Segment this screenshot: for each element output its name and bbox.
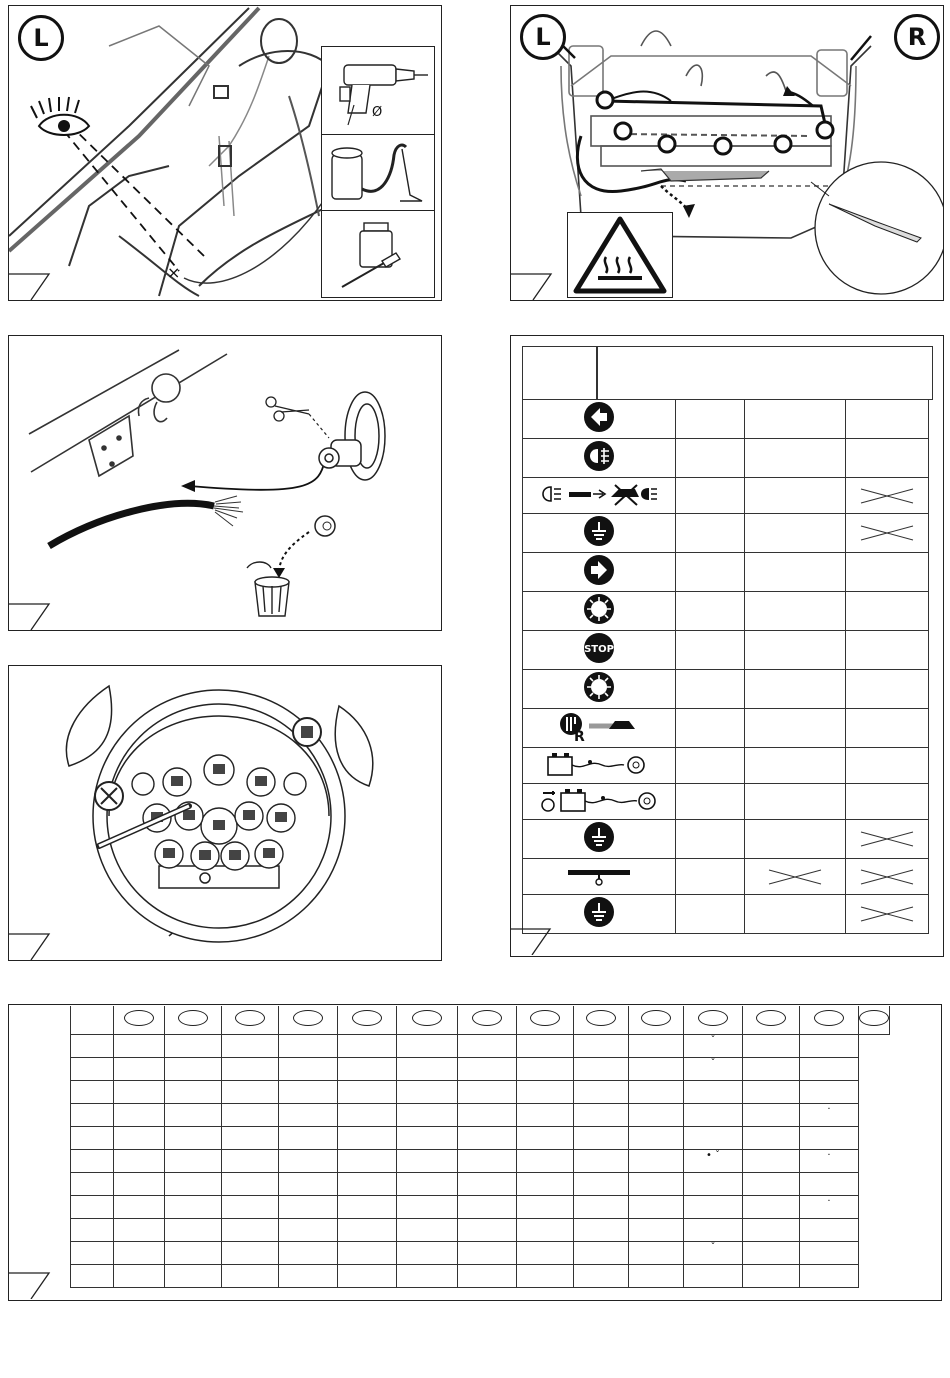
ground-icon xyxy=(523,514,676,553)
grid-cell xyxy=(743,1058,800,1081)
grid-cell xyxy=(222,1265,279,1288)
grid-header-cell xyxy=(165,1006,222,1035)
tail-light-right-icon xyxy=(523,670,676,709)
grid-cell xyxy=(222,1035,279,1058)
hot-surface-warning-box xyxy=(567,212,673,298)
function-row xyxy=(523,478,929,514)
grid-row xyxy=(71,1150,890,1173)
function-row xyxy=(523,514,929,553)
battery-permanent-icon xyxy=(523,748,676,784)
function-cell xyxy=(846,784,929,820)
grid-cell xyxy=(114,1035,165,1058)
grid-cell xyxy=(684,1127,743,1150)
scissors-icon xyxy=(266,397,309,421)
grid-cell xyxy=(629,1058,684,1081)
grid-cell xyxy=(222,1127,279,1150)
drill-diameter-symbol: Ø xyxy=(372,105,383,120)
grid-cell xyxy=(71,1127,114,1150)
grid-cell xyxy=(684,1173,743,1196)
grid-cell xyxy=(338,1196,397,1219)
grid-cell xyxy=(165,1242,222,1265)
socket-pin-face-icon xyxy=(9,666,441,960)
grid-cell xyxy=(458,1196,517,1219)
pin-number-oval xyxy=(178,1010,208,1026)
function-cell xyxy=(676,631,745,670)
grid-cell xyxy=(222,1173,279,1196)
grid-cell xyxy=(338,1127,397,1150)
function-row xyxy=(523,895,929,934)
not-applicable-cross xyxy=(745,859,846,895)
grid-cell xyxy=(338,1081,397,1104)
grid-cell xyxy=(222,1150,279,1173)
grid-cell xyxy=(279,1058,338,1081)
grid-cell: ˇ xyxy=(684,1058,743,1081)
grid-cell xyxy=(458,1127,517,1150)
grid-header-cell xyxy=(684,1006,743,1035)
grid-cell xyxy=(574,1035,629,1058)
grid-cell xyxy=(629,1104,684,1127)
trailer-sensor-icon xyxy=(523,859,676,895)
grid-cell xyxy=(574,1058,629,1081)
function-cell xyxy=(846,592,929,631)
grid-cell xyxy=(517,1104,574,1127)
rear-fog-light-icon xyxy=(523,439,676,478)
grid-cell xyxy=(458,1058,517,1081)
grid-cell xyxy=(165,1219,222,1242)
grid-cell xyxy=(114,1104,165,1127)
grid-cell xyxy=(629,1081,684,1104)
grid-row xyxy=(71,1219,890,1242)
pin-number-oval xyxy=(352,1010,382,1026)
grid-header-row xyxy=(71,1006,890,1035)
hot-surface-warning-icon xyxy=(568,213,672,297)
grid-cell xyxy=(397,1242,458,1265)
function-table xyxy=(522,399,929,934)
grid-cell xyxy=(165,1173,222,1196)
grid-cell xyxy=(684,1219,743,1242)
function-cell xyxy=(745,895,846,934)
grid-cell xyxy=(397,1196,458,1219)
corner-tab xyxy=(510,925,560,955)
grid-cell xyxy=(629,1196,684,1219)
pin-number-oval xyxy=(472,1010,502,1026)
pin-number-oval xyxy=(641,1010,671,1026)
grid-cell xyxy=(279,1265,338,1288)
function-cell xyxy=(846,631,929,670)
grid-header-cell xyxy=(71,1006,114,1035)
grid-cell xyxy=(458,1035,517,1058)
step4-panel xyxy=(8,665,442,961)
pin-number-oval xyxy=(293,1010,323,1026)
grid-cell xyxy=(71,1219,114,1242)
function-cell xyxy=(745,631,846,670)
grid-cell xyxy=(517,1035,574,1058)
grid-cell xyxy=(338,1265,397,1288)
grid-cell xyxy=(800,1219,859,1242)
grid-cell xyxy=(222,1058,279,1081)
grid-header-cell xyxy=(458,1006,517,1035)
function-row xyxy=(523,820,929,859)
grid-cell xyxy=(114,1265,165,1288)
not-applicable-cross xyxy=(846,859,929,895)
grid-cell xyxy=(458,1150,517,1173)
grid-cell xyxy=(800,1081,859,1104)
grid-cell xyxy=(800,1173,859,1196)
grid-cell xyxy=(279,1196,338,1219)
tail-light-icon xyxy=(523,592,676,631)
grid-row xyxy=(71,1058,890,1081)
grid-header-cell xyxy=(222,1006,279,1035)
grid-cell xyxy=(71,1265,114,1288)
grid-cell xyxy=(629,1219,684,1242)
grid-cell xyxy=(165,1081,222,1104)
grid-row xyxy=(71,1196,890,1219)
grid-cell xyxy=(165,1265,222,1288)
grid-cell xyxy=(517,1127,574,1150)
drill-icon xyxy=(322,47,434,135)
grid-cell xyxy=(71,1150,114,1173)
grid-cell xyxy=(279,1104,338,1127)
grid-header-cell xyxy=(279,1006,338,1035)
function-cell xyxy=(676,748,745,784)
paint-bottle-icon xyxy=(322,211,434,297)
grid-cell xyxy=(458,1242,517,1265)
grid-header-cell xyxy=(338,1006,397,1035)
grid-cell xyxy=(71,1104,114,1127)
grid-cell xyxy=(397,1173,458,1196)
grid-cell xyxy=(517,1058,574,1081)
grid-row xyxy=(71,1104,890,1127)
grid-cell xyxy=(279,1035,338,1058)
grid-header-cell xyxy=(397,1006,458,1035)
pin-number-oval xyxy=(412,1010,442,1026)
function-cell xyxy=(846,670,929,709)
grid-cell: · xyxy=(800,1104,859,1127)
grid-cell xyxy=(517,1219,574,1242)
grid-cell xyxy=(458,1173,517,1196)
function-row xyxy=(523,670,929,709)
grid-cell xyxy=(743,1150,800,1173)
grid-cell xyxy=(574,1127,629,1150)
grid-cell xyxy=(397,1035,458,1058)
grid-cell xyxy=(71,1081,114,1104)
grid-row xyxy=(71,1127,890,1150)
vacuum-icon xyxy=(322,135,434,211)
grid-cell xyxy=(114,1058,165,1081)
svg-text:R: R xyxy=(574,729,585,743)
function-cell xyxy=(745,400,846,439)
grid-cell xyxy=(629,1035,684,1058)
pin-number-oval xyxy=(586,1010,616,1026)
battery-ignition-icon xyxy=(523,784,676,820)
function-cell xyxy=(745,478,846,514)
tool-box-vacuum xyxy=(321,134,435,212)
grid-cell xyxy=(114,1196,165,1219)
grid-cell xyxy=(517,1150,574,1173)
function-cell xyxy=(676,784,745,820)
step2-panel xyxy=(510,5,944,301)
grid-cell: · xyxy=(800,1150,859,1173)
function-cell xyxy=(745,784,846,820)
grid-cell xyxy=(574,1242,629,1265)
function-cell xyxy=(745,709,846,748)
grid-cell xyxy=(629,1150,684,1173)
grid-row xyxy=(71,1081,890,1104)
function-cell xyxy=(745,553,846,592)
function-cell xyxy=(745,439,846,478)
grid-cell xyxy=(279,1150,338,1173)
function-row xyxy=(523,631,929,670)
function-cell xyxy=(676,670,745,709)
function-cell xyxy=(846,439,929,478)
function-cell xyxy=(676,400,745,439)
grid-cell xyxy=(574,1150,629,1173)
function-row xyxy=(523,592,929,631)
grid-cell xyxy=(629,1173,684,1196)
grid-cell xyxy=(338,1104,397,1127)
grid-header-cell xyxy=(574,1006,629,1035)
function-cell xyxy=(745,748,846,784)
pin-number-oval xyxy=(124,1010,154,1026)
step3-panel xyxy=(8,335,442,631)
grid-header-cell xyxy=(859,1006,890,1035)
grid-cell xyxy=(629,1242,684,1265)
grid-cell xyxy=(800,1242,859,1265)
grid-cell xyxy=(279,1081,338,1104)
grid-cell xyxy=(397,1219,458,1242)
grid-cell: ˇ xyxy=(684,1035,743,1058)
left-turn-indicator-icon xyxy=(523,400,676,439)
function-cell xyxy=(846,709,929,748)
grid-cell xyxy=(397,1058,458,1081)
grid-cell xyxy=(397,1081,458,1104)
grid-cell xyxy=(800,1127,859,1150)
function-cell xyxy=(676,478,745,514)
grid-cell xyxy=(743,1219,800,1242)
fog-light-cutoff-icon xyxy=(523,478,676,514)
function-cell xyxy=(745,820,846,859)
step1-panel xyxy=(8,5,442,301)
grid-cell xyxy=(397,1150,458,1173)
grid-cell xyxy=(458,1081,517,1104)
grid-cell xyxy=(338,1058,397,1081)
grid-header-cell xyxy=(800,1006,859,1035)
grid-cell xyxy=(222,1104,279,1127)
grid-cell xyxy=(517,1173,574,1196)
grid-row xyxy=(71,1265,890,1288)
function-cell xyxy=(676,709,745,748)
grid-cell xyxy=(684,1265,743,1288)
function-cell xyxy=(745,592,846,631)
grid-cell xyxy=(629,1265,684,1288)
grid-cell xyxy=(71,1035,114,1058)
svg-text:×: × xyxy=(167,263,181,282)
grid-cell xyxy=(800,1265,859,1288)
pin-number-oval xyxy=(756,1010,786,1026)
grid-cell xyxy=(743,1104,800,1127)
left-side-label: L xyxy=(18,15,64,61)
svg-text:STOP: STOP xyxy=(584,644,614,655)
grid-cell: • ˇ xyxy=(684,1150,743,1173)
grid-cell xyxy=(114,1127,165,1150)
grid-cell xyxy=(517,1242,574,1265)
grid-cell xyxy=(458,1104,517,1127)
grid-cell xyxy=(165,1150,222,1173)
not-applicable-cross xyxy=(846,820,929,859)
function-row xyxy=(523,439,929,478)
grid-cell: ˇ xyxy=(684,1242,743,1265)
cable-preparation-illustration xyxy=(9,336,441,630)
grid-cell xyxy=(222,1081,279,1104)
eye-icon xyxy=(31,97,89,135)
function-row xyxy=(523,859,929,895)
grid-cell xyxy=(574,1219,629,1242)
grid-cell xyxy=(743,1196,800,1219)
grid-cell xyxy=(574,1196,629,1219)
pin-number-oval xyxy=(859,1010,889,1026)
grid-cell xyxy=(397,1265,458,1288)
grid-cell xyxy=(114,1081,165,1104)
grid-cell xyxy=(165,1196,222,1219)
grid-cell xyxy=(397,1127,458,1150)
function-cell xyxy=(846,748,929,784)
grid-cell xyxy=(574,1173,629,1196)
grid-cell xyxy=(338,1242,397,1265)
grid-header-cell xyxy=(517,1006,574,1035)
grid-cell xyxy=(279,1173,338,1196)
grid-cell xyxy=(71,1058,114,1081)
grid-cell xyxy=(279,1219,338,1242)
socket-icon xyxy=(319,392,385,480)
grid-row xyxy=(71,1242,890,1265)
function-cell xyxy=(846,400,929,439)
pin-number-oval xyxy=(814,1010,844,1026)
reverse-light-icon xyxy=(523,709,676,748)
tool-box-paint xyxy=(321,210,435,298)
grid-cell xyxy=(458,1265,517,1288)
not-applicable-cross xyxy=(846,478,929,514)
not-applicable-cross xyxy=(846,895,929,934)
function-cell xyxy=(676,592,745,631)
function-cell xyxy=(745,670,846,709)
grid-cell xyxy=(517,1196,574,1219)
grid-cell xyxy=(279,1242,338,1265)
pin-number-oval xyxy=(235,1010,265,1026)
function-row xyxy=(523,709,929,748)
grid-cell xyxy=(743,1035,800,1058)
grid-cell xyxy=(397,1104,458,1127)
grid-cell xyxy=(743,1081,800,1104)
grid-cell xyxy=(338,1219,397,1242)
grid-cell xyxy=(71,1173,114,1196)
grid-cell xyxy=(574,1104,629,1127)
grid-cell xyxy=(279,1127,338,1150)
function-row xyxy=(523,553,929,592)
function-row xyxy=(523,748,929,784)
function-cell xyxy=(676,859,745,895)
grid-cell xyxy=(222,1219,279,1242)
grid-cell xyxy=(165,1104,222,1127)
grid-cell xyxy=(743,1127,800,1150)
grid-cell xyxy=(684,1196,743,1219)
function-row xyxy=(523,400,929,439)
function-cell xyxy=(676,895,745,934)
grid-cell xyxy=(800,1035,859,1058)
grid-row xyxy=(71,1173,890,1196)
function-cell xyxy=(846,553,929,592)
function-cell xyxy=(676,553,745,592)
function-cell xyxy=(676,514,745,553)
stop-light-icon xyxy=(523,631,676,670)
grid-cell xyxy=(743,1173,800,1196)
grid-header-cell xyxy=(114,1006,165,1035)
grid-header-cell xyxy=(629,1006,684,1035)
pin-number-oval xyxy=(530,1010,560,1026)
function-cell xyxy=(745,514,846,553)
grid-header-cell xyxy=(743,1006,800,1035)
grid-cell: · xyxy=(800,1196,859,1219)
not-applicable-cross xyxy=(846,514,929,553)
grid-cell xyxy=(338,1150,397,1173)
grid-cell xyxy=(165,1127,222,1150)
grid-cell xyxy=(574,1265,629,1288)
pin-number-oval xyxy=(698,1010,728,1026)
grid-cell xyxy=(743,1242,800,1265)
function-table-header xyxy=(522,346,933,400)
ground-icon xyxy=(523,820,676,859)
grid-cell xyxy=(458,1219,517,1242)
grid-cell xyxy=(743,1265,800,1288)
grid-cell xyxy=(517,1265,574,1288)
grid-cell xyxy=(338,1173,397,1196)
tool-box-drill xyxy=(321,46,435,136)
grid-cell xyxy=(517,1081,574,1104)
right-turn-indicator-icon xyxy=(523,553,676,592)
grid-cell xyxy=(71,1196,114,1219)
grid-cell xyxy=(114,1173,165,1196)
grid-cell xyxy=(338,1035,397,1058)
grid-cell xyxy=(684,1081,743,1104)
grid-cell xyxy=(800,1058,859,1081)
function-row xyxy=(523,784,929,820)
grid-row xyxy=(71,1035,890,1058)
corner-tab xyxy=(9,1269,59,1299)
right-side-label: R xyxy=(894,14,940,60)
grid-cell xyxy=(222,1196,279,1219)
function-cell xyxy=(676,820,745,859)
grid-cell xyxy=(165,1058,222,1081)
grid-cell xyxy=(114,1219,165,1242)
grid-cell xyxy=(165,1035,222,1058)
grid-cell xyxy=(114,1150,165,1173)
grid-cell xyxy=(574,1081,629,1104)
left-side-label: L xyxy=(520,14,566,60)
pin-assignment-grid xyxy=(70,1006,890,1288)
function-cell xyxy=(676,439,745,478)
grid-cell xyxy=(114,1242,165,1265)
grid-cell xyxy=(684,1104,743,1127)
grid-cell xyxy=(222,1242,279,1265)
grid-cell xyxy=(629,1127,684,1150)
grid-cell xyxy=(71,1242,114,1265)
